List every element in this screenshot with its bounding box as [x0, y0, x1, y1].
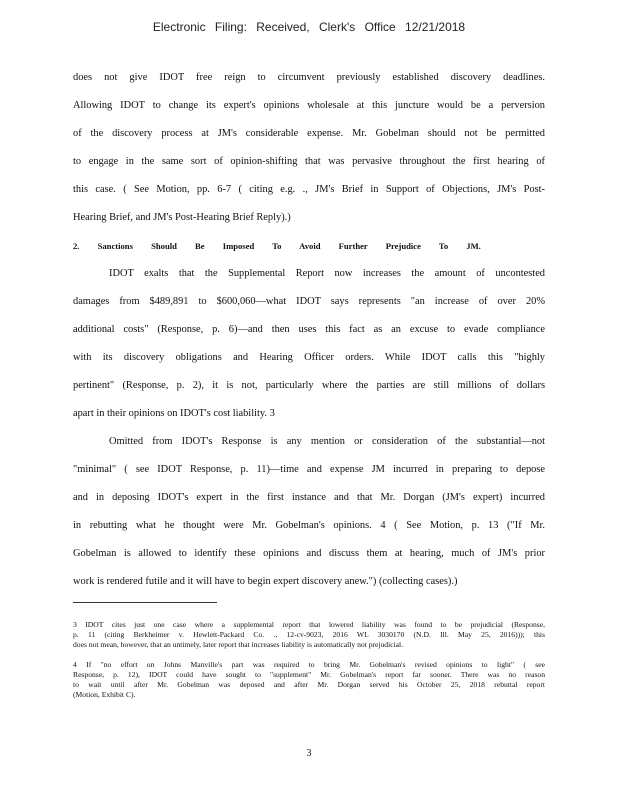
filing-stamp-header: Electronic Filing: Received, Clerk's Office 12/21/2018 — [152, 20, 466, 34]
body-line: Hearing Brief, and JM's Post-Hearing Brief Reply).) — [73, 212, 291, 223]
body-line: of the discovery process at JM's considerable expense. Mr. Gobelman should not be permitted — [73, 128, 545, 139]
footnote-line: to wait until after Mr. Gobelman was deposed and after Mr. Dorgan served his October 25, 2018 rebuttal report — [73, 680, 545, 689]
footnote-4 — [73, 660, 545, 700]
footnote-3 — [73, 620, 545, 650]
footnote-line: 4 If "no effort on Johns Manville's part was required to bring Mr. Gobelman's revised opinions to light" ( see — [73, 660, 545, 669]
body-line: in rebutting what he thought were Mr. Gobelman's opinions. 4 ( See Motion, p. 13 ("If Mr. — [73, 520, 545, 531]
body-line: apart in their opinions on IDOT's cost liability. 3 — [73, 408, 275, 419]
body-line: damages from $489,891 to $600,060—what IDOT says represents "an increase of over 20% — [73, 296, 545, 307]
body-line: and in deposing IDOT's expert in the first instance and that Mr. Dorgan (JM's expert) incurred — [73, 492, 545, 503]
body-line: additional costs" (Response, p. 6)—and then uses this fact as an excuse to evade compliance — [73, 324, 545, 335]
body-line: work is rendered futile and it will have to begin expert discovery anew.") (collecting cases).) — [73, 576, 458, 587]
page-number: 3 — [306, 748, 312, 759]
body-line: Omitted from IDOT's Response is any mention or consideration of the substantial—not — [109, 436, 545, 447]
footnote-line: 3 IDOT cites just one case where a supplemental report that lowered liability was found to be prejudicial (Response, — [73, 620, 545, 629]
body-line: Allowing IDOT to change its expert's opinions wholesale at this juncture would be a perversion — [73, 100, 545, 111]
body-line: pertinent" (Response, p. 2), it is not, particularly where the parties are still millions of dollars — [73, 380, 545, 391]
footnote-line: Response, p. 12), IDOT could have sought to "supplement" Mr. Gobelman's report far sooner. There was no reason — [73, 670, 545, 679]
body-line: IDOT exalts that the Supplemental Report now increases the amount of uncontested — [109, 268, 545, 279]
document-body — [73, 68, 545, 600]
footnote-separator — [73, 602, 217, 603]
footnote-line: p. 11 (citing Berkheimer v. Hewlett-Packard Co. ., 12-cv-9023, 2016 WL 3030170 (N.D. Ill. May 25, 2016))); this — [73, 630, 545, 639]
body-line: does not give IDOT free reign to circumvent previously established discovery deadlines. — [73, 72, 545, 83]
body-line: Gobelman is allowed to identify these opinions and discuss them at hearing, much of JM's prior — [73, 548, 545, 559]
body-line: with its discovery obligations and Hearing Officer orders. While IDOT calls this "highly — [73, 352, 545, 363]
footnote-line: (Motion, Exhibit C). — [73, 690, 136, 699]
body-line: to engage in the same sort of opinion-shifting that was pervasive throughout the first hearing of — [73, 156, 545, 167]
body-line: "minimal" ( see IDOT Response, p. 11)—time and expense JM incurred in preparing to depose — [73, 464, 545, 475]
footnote-line: does not mean, however, that an untimely, later report that increases liability is automatically not prejudicial. — [73, 640, 404, 649]
body-line: this case. ( See Motion, pp. 6-7 ( citing e.g. ., JM's Brief in Support of Objections, JM's Post- — [73, 184, 545, 195]
section-heading: 2. Sanctions Should Be Imposed To Avoid Further Prejudice To JM. — [73, 241, 481, 251]
